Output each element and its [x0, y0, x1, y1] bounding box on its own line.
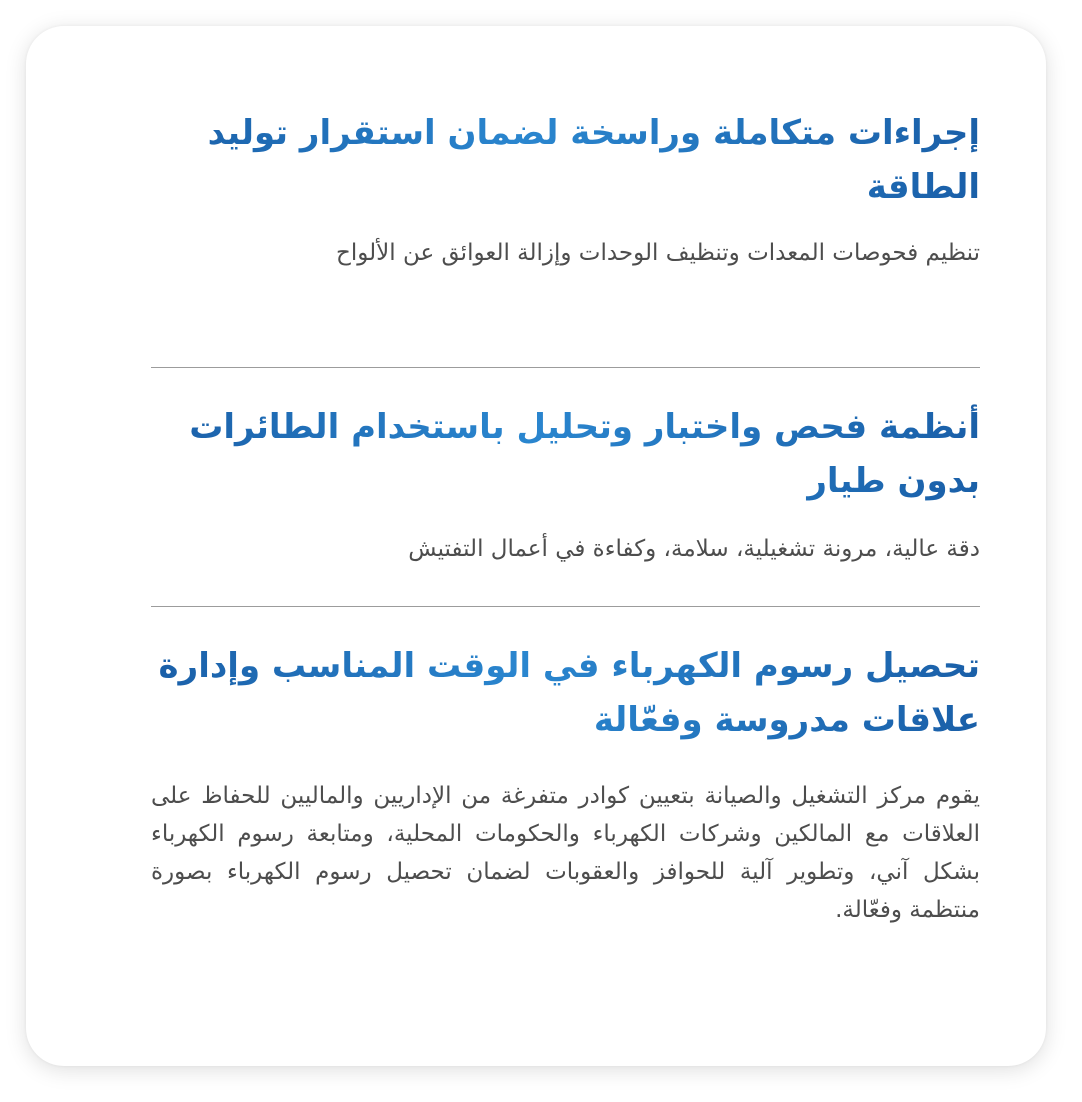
- section-energy-stability: [151, 106, 980, 272]
- section-divider: [151, 606, 980, 607]
- section-heading: إجراءات متكاملة وراسخة لضمان استقرار توليد الطاقة: [151, 106, 980, 214]
- section-divider: [151, 367, 980, 368]
- info-card: [26, 26, 1046, 1066]
- section-fee-collection: [151, 639, 980, 929]
- section-description: يقوم مركز التشغيل والصيانة بتعيين كوادر متفرغة من الإداريين والماليين للحفاظ على العلاقات مع المالكين وشركات الكهرباء والحكومات المحلية، ومتابعة رسوم الكهرباء بشكل آني، وتطوير آلية للحوافز والعقوبات لضمان تحصيل رسوم الكهرباء بصورة منتظمة وفعّالة.: [151, 783, 980, 923]
- section-description: تنظيم فحوصات المعدات وتنظيف الوحدات وإزالة العوائق عن الألواح: [336, 240, 980, 266]
- section-drone-inspection: [151, 400, 980, 568]
- section-description: دقة عالية، مرونة تشغيلية، سلامة، وكفاءة في أعمال التفتيش: [408, 536, 980, 562]
- section-heading: أنظمة فحص واختبار وتحليل باستخدام الطائرات بدون طيار: [151, 400, 980, 508]
- section-heading: تحصيل رسوم الكهرباء في الوقت المناسب وإدارة علاقات مدروسة وفعّالة: [151, 639, 980, 747]
